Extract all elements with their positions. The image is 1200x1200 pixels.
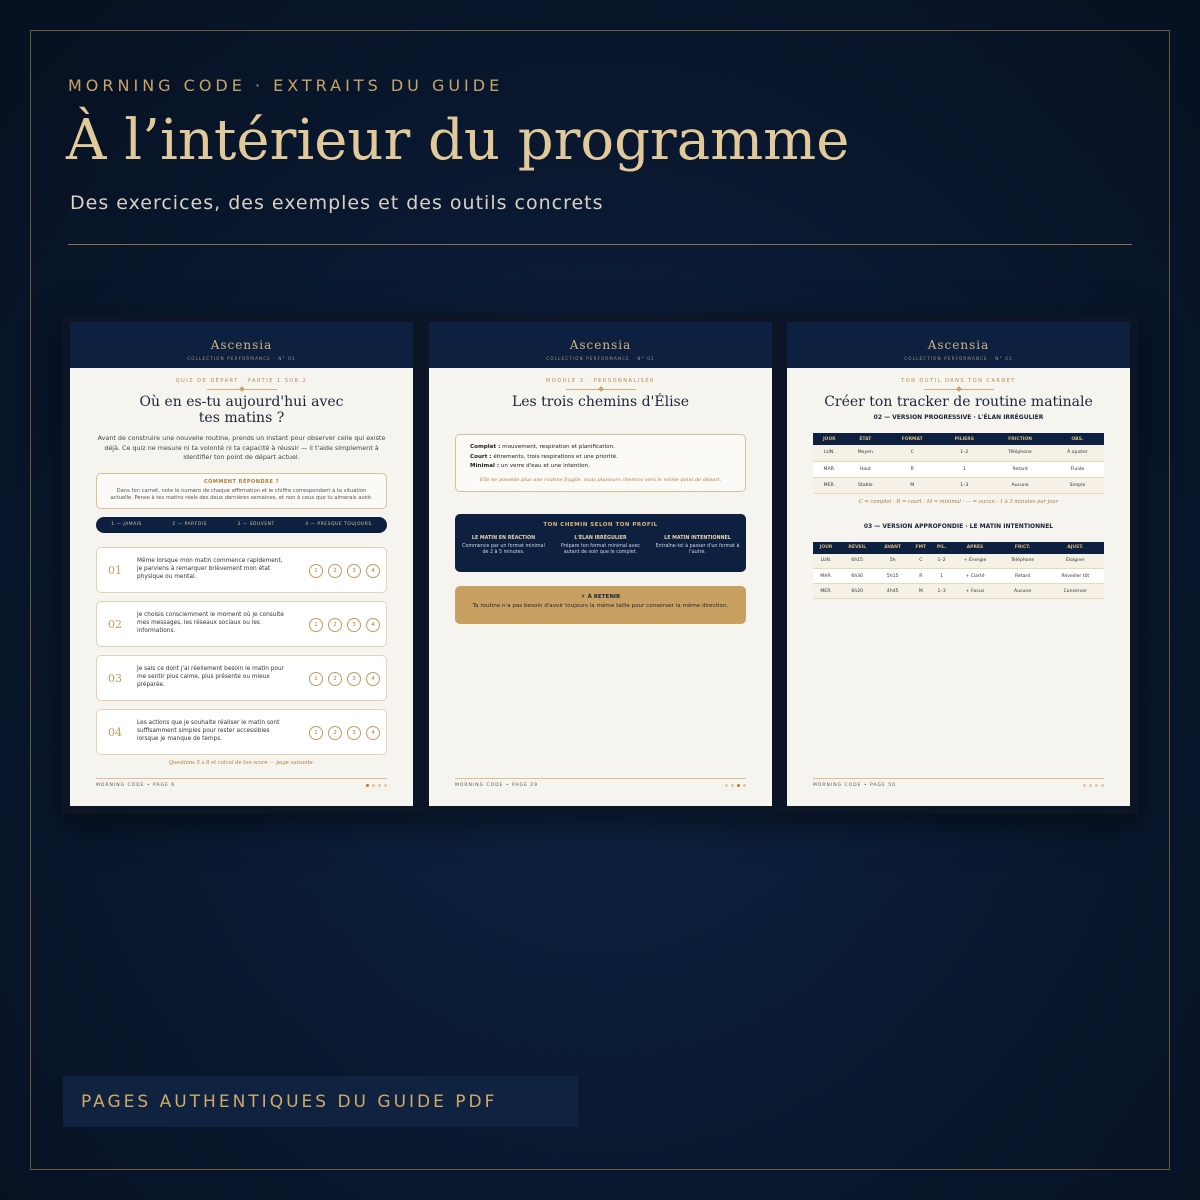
section-eyebrow: TON OUTIL DANS TON CARNET — [901, 378, 1016, 384]
table-row: MER. Stable M 1–3 Aucune Simple — [813, 477, 1104, 493]
profile-box — [455, 514, 746, 572]
table-row: MAR. Haut R 1 Retard Fluide — [813, 461, 1104, 477]
answer-circle: 1 — [309, 672, 323, 686]
scale-label: 4 — PRESQUE TOUJOURS — [305, 522, 372, 527]
collection-label: COLLECTION PERFORMANCE · N° 01 — [546, 356, 655, 361]
question-card — [96, 547, 387, 593]
sun-icon: ☀ — [580, 593, 586, 600]
answer-circle: 3 — [347, 564, 361, 578]
table-row: MER. 6h20 4h45 M 1–3 + Focus Aucune Conserver — [813, 584, 1104, 599]
path-line: Court : étirements, trois respirations et une priorité. — [470, 453, 618, 460]
path-line: Minimal : un verre d'eau et une intention. — [470, 463, 590, 469]
tracker-table-deep: JOUR RÉVEIL AVANT FMT PIL. APRÈS FRICT. AJUST. LUN. 6h15 5h C 1–2 + Énergie Téléphone Éloigner MAR. 6h30 5h15 R 1 + Clarté Retard Réveiller tôt MER. 6h20 4h45 M 1–3 + Focus Aucune Conserver — [813, 542, 1104, 600]
howto-title: COMMENT RÉPONDRE ? — [203, 478, 280, 485]
answer-options — [309, 672, 380, 686]
ornament — [207, 389, 277, 390]
guide-page-module — [429, 322, 772, 806]
page-header — [787, 322, 1130, 368]
question-number: 04 — [108, 725, 122, 739]
scale-label: 3 — SOUVENT — [237, 522, 275, 527]
bottom-banner — [63, 1076, 578, 1127]
answer-circle: 3 — [347, 618, 361, 632]
answer-circle: 3 — [347, 726, 361, 740]
collection-label: COLLECTION PERFORMANCE · N° 01 — [904, 356, 1013, 361]
guide-page-tracker — [787, 322, 1130, 806]
section-title: Les trois chemins d'Élise — [511, 394, 690, 410]
brand-logo: Ascensia — [927, 338, 990, 352]
profile-col: LE MATIN INTENTIONNEL Entraîne-toi à passer d'un format à l'autre. — [655, 535, 740, 555]
kicker: MORNING CODE · EXTRAITS DU GUIDE — [68, 76, 504, 95]
profile-title: TON CHEMIN SELON TON PROFIL — [543, 521, 658, 528]
question-number: 02 — [108, 617, 122, 631]
footer-label: MORNING CODE • PAGE 6 — [96, 783, 176, 788]
profile-col: LE MATIN EN RÉACTION Commence par un format minimal de 2 à 5 minutes. — [462, 535, 545, 555]
howto-text: Dans ton carnet, note le numéro de chaque affirmation et le chiffre correspondant à ta situation actuelle. Pense à tes matins réels des deux dernières semaines, et non à ceux que tu aimerais avoir. — [110, 487, 373, 501]
footer-label: MORNING CODE • PAGE 50 — [813, 783, 896, 788]
collection-label: COLLECTION PERFORMANCE · N° 01 — [187, 356, 296, 361]
brand-logo: Ascensia — [210, 338, 273, 352]
page-dots — [366, 784, 387, 787]
table-row: MAR. 6h30 5h15 R 1 + Clarté Retard Réveiller tôt — [813, 569, 1104, 584]
footer-label: MORNING CODE • PAGE 29 — [455, 783, 538, 788]
divider — [68, 244, 1132, 245]
howto-box — [96, 473, 387, 509]
page-header — [429, 322, 772, 368]
question-text: Je choisis consciemment le moment où je consulte mes messages, les réseaux sociaux ou les informations. — [137, 611, 284, 635]
guide-page-quiz — [70, 322, 413, 806]
table-row: LUN. 6h15 5h C 1–2 + Énergie Téléphone Éloigner — [813, 554, 1104, 569]
section-eyebrow: MODULE 3 · PERSONNALISER — [546, 378, 655, 384]
ornament — [566, 389, 636, 390]
answer-circle: 2 — [328, 726, 342, 740]
page-dots — [1083, 784, 1104, 787]
page-footer — [813, 778, 1104, 788]
page-footer — [96, 778, 387, 788]
answer-circle: 4 — [366, 672, 380, 686]
ornament — [924, 389, 994, 390]
paths-note: Elle ne possède plus une routine fragile, mais plusieurs chemins vers le même point de départ. — [479, 476, 722, 483]
answer-options — [309, 564, 380, 578]
question-card — [96, 709, 387, 755]
answer-circle: 2 — [328, 564, 342, 578]
banner-text: PAGES AUTHENTIQUES DU GUIDE PDF — [81, 1092, 498, 1112]
page-footer — [455, 778, 746, 788]
section-heading: 03 — VERSION APPROFONDIE · LE MATIN INTENTIONNEL — [863, 522, 1054, 530]
answer-circle: 3 — [347, 672, 361, 686]
section-title: Où en es-tu aujourd'hui avec tes matins ? — [139, 394, 344, 426]
answer-circle: 4 — [366, 618, 380, 632]
page-header — [70, 322, 413, 368]
answer-options — [309, 618, 380, 632]
tracker-table-progressive: JOUR ÉTAT FORMAT PILIERS FRICTION OBS. LUN. Moyen C 1–2 Téléphone À ajuster MAR. Haut R 1 Retard Fluide MER. Stable M 1–3 Aucune Simple — [813, 433, 1104, 494]
page-subtitle: Des exercices, des exemples et des outils concrets — [70, 192, 604, 214]
answer-circle: 1 — [309, 618, 323, 632]
answer-circle: 4 — [366, 726, 380, 740]
scale-label: 1 — JAMAIS — [111, 522, 142, 527]
question-text: Même lorsque mon matin commence rapidement, je parviens à remarquer brièvement mon état physique ou mental. — [137, 557, 283, 581]
path-line: Complet : mouvement, respiration et planification. — [470, 444, 615, 450]
page-dots — [725, 784, 746, 787]
table-legend: C = complet · R = court · M = minimal · — = aucun · 1 à 3 minutes par jour — [858, 498, 1059, 505]
retain-text: Ta routine n'a pas besoin d'avoir toujours la même taille pour conserver la même direction. — [472, 602, 729, 609]
profile-col: L'ÉLAN IRRÉGULIER Prépare ton format minimal avec autant de soin que le complet. — [560, 535, 641, 555]
question-card — [96, 601, 387, 647]
answer-circle: 2 — [328, 672, 342, 686]
answer-scale — [96, 517, 387, 533]
question-number: 01 — [108, 563, 122, 577]
retain-box — [455, 586, 746, 624]
section-heading: 02 — VERSION PROGRESSIVE · L'ÉLAN IRRÉGULIER — [873, 414, 1044, 421]
question-card — [96, 655, 387, 701]
table-row: LUN. Moyen C 1–2 Téléphone À ajuster — [813, 445, 1104, 461]
intro-text: Avant de construire une nouvelle routine, prends un instant pour observer celle qui existe déjà. Ce quiz ne mesure ni ta volonté ni ta capacité à réussir — il t'aide simplement à identifier ton point de départ actuel. — [97, 434, 386, 461]
paths-box — [455, 434, 746, 492]
section-eyebrow: QUIZ DE DÉPART · PARTIE 1 SUR 2 — [175, 378, 308, 384]
question-number: 03 — [108, 671, 122, 685]
page-title: À l’intérieur du programme — [66, 108, 850, 173]
question-text: Je sais ce dont j'ai réellement besoin le matin pour me sentir plus calme, plus présente ou mieux préparée. — [137, 665, 285, 689]
answer-circle: 2 — [328, 618, 342, 632]
answer-circle: 1 — [309, 726, 323, 740]
continuation-note: Questions 5 à 8 et calcul de ton score — page suivante. — [168, 759, 315, 766]
scale-label: 2 — PARFOIS — [172, 522, 207, 527]
section-title: Créer ton tracker de routine matinale — [824, 394, 1093, 410]
retain-title: À RETENIR — [587, 593, 621, 600]
brand-logo: Ascensia — [569, 338, 632, 352]
answer-options — [309, 726, 380, 740]
question-text: Les actions que je souhaite réaliser le matin sont suffisamment simples pour rester accessibles lorsque je manque de temps. — [137, 719, 280, 743]
answer-circle: 4 — [366, 564, 380, 578]
answer-circle: 1 — [309, 564, 323, 578]
